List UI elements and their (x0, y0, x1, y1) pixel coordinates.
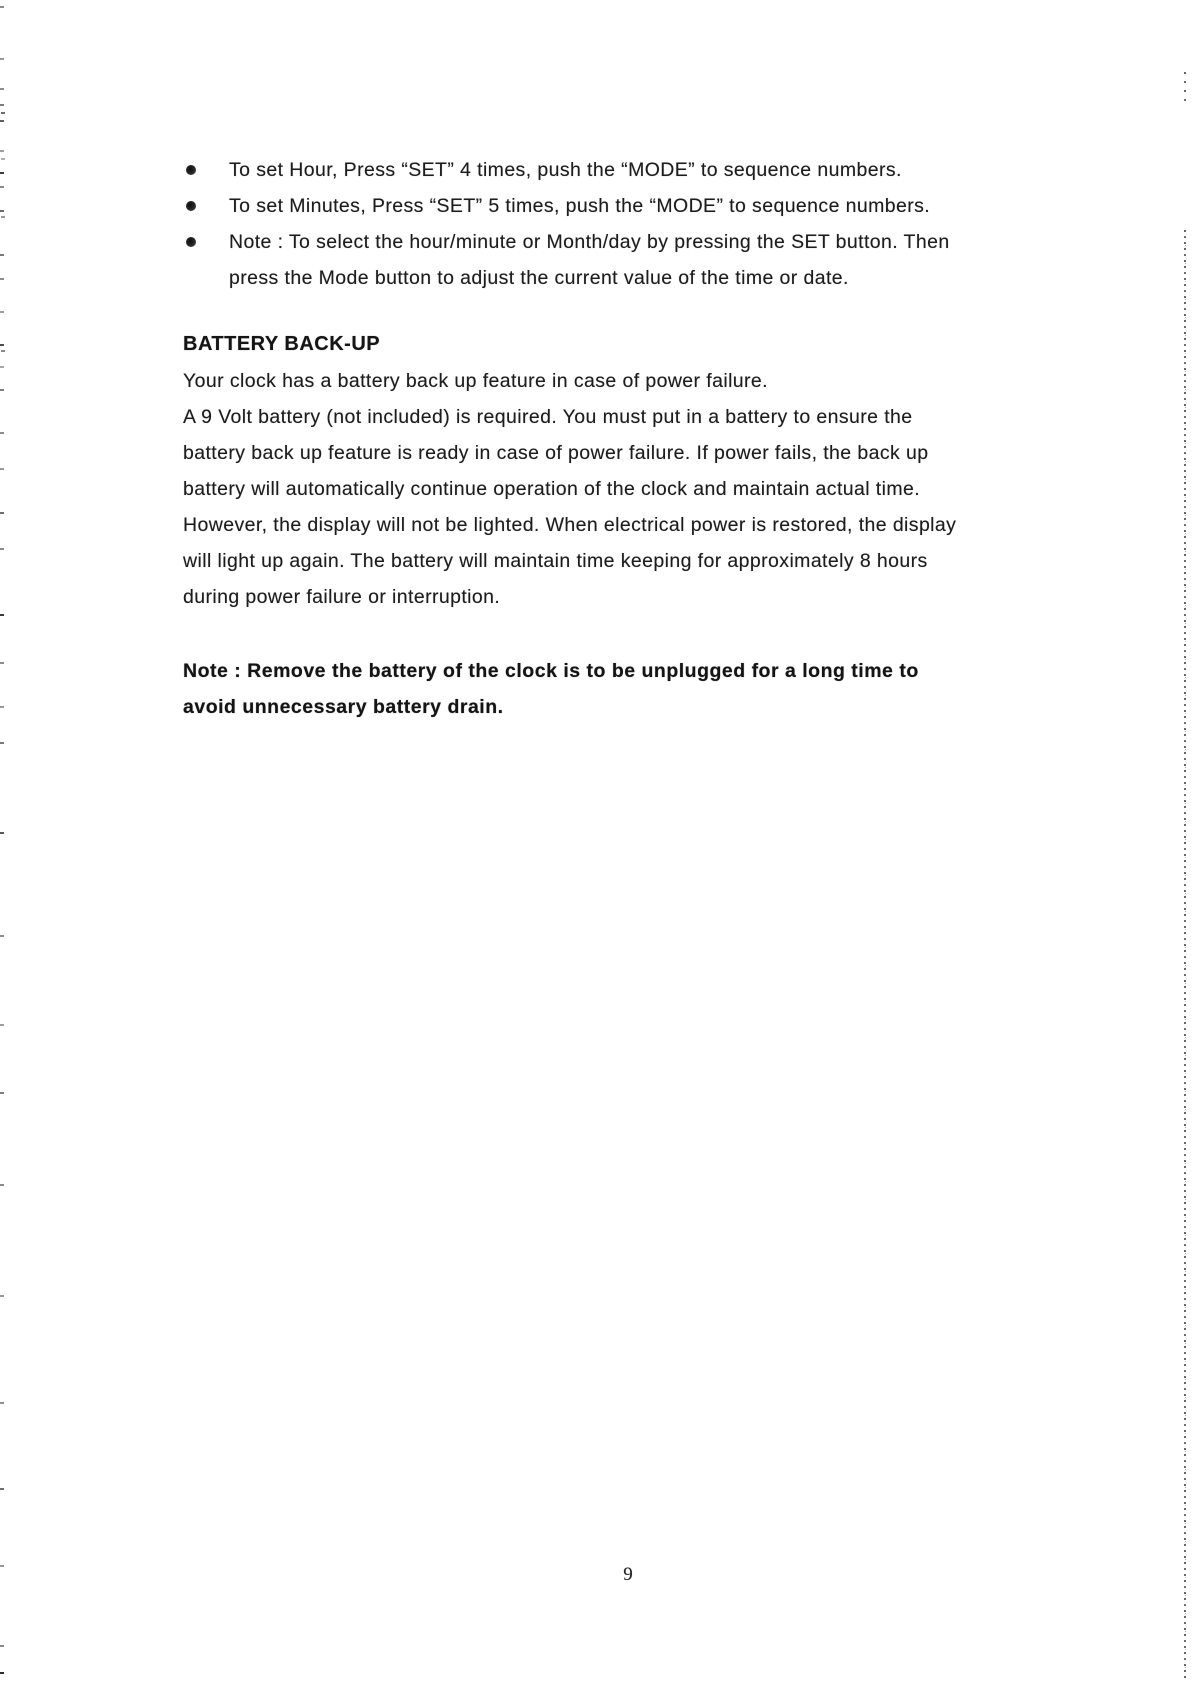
text-line: Your clock has a battery back up feature in case of power failure. (183, 370, 768, 392)
body-paragraph (183, 363, 1103, 615)
text-line: battery will automatically continue operation of the clock and maintain actual time. (183, 478, 921, 500)
bullet-item (183, 152, 1103, 188)
bullet-icon (186, 165, 196, 175)
text-line: press the Mode button to adjust the current value of the time or date. (229, 267, 849, 289)
bullet-item (183, 188, 1103, 224)
bullet-item-continuation (183, 260, 1103, 296)
bullet-icon (186, 237, 196, 247)
section-heading: BATTERY BACK-UP (183, 333, 381, 355)
text-line: A 9 Volt battery (not included) is required. You must put in a battery to ensure the (183, 406, 913, 428)
bullet-item (183, 224, 1103, 260)
text-line: avoid unnecessary battery drain. (183, 696, 504, 718)
note-paragraph (183, 653, 1103, 725)
page-content (183, 152, 1103, 725)
text-line: during power failure or interruption. (183, 586, 501, 608)
text-line: To set Hour, Press “SET” 4 times, push the “MODE” to sequence numbers. (229, 159, 902, 181)
scan-artifact-right-dots-top (1184, 72, 1186, 102)
page-number: 9 (623, 1564, 633, 1585)
text-line: battery back up feature is ready in case of power failure. If power fails, the back up (183, 442, 929, 464)
text-line: To set Minutes, Press “SET” 5 times, push the “MODE” to sequence numbers. (229, 195, 931, 217)
text-line: Note : Remove the battery of the clock is to be unplugged for a long time to (183, 660, 919, 682)
scan-artifact-right-dotted-line-overlay (1185, 236, 1186, 1676)
bullet-list (183, 152, 1103, 296)
bullet-icon (186, 201, 196, 211)
text-line: Note : To select the hour/minute or Month/day by pressing the SET button. Then (229, 231, 950, 253)
text-line: However, the display will not be lighted. When electrical power is restored, the display (183, 514, 957, 536)
scan-artifact-left-dashes (0, 0, 4, 2)
text-line: will light up again. The battery will maintain time keeping for approximately 8 hours (183, 550, 928, 572)
